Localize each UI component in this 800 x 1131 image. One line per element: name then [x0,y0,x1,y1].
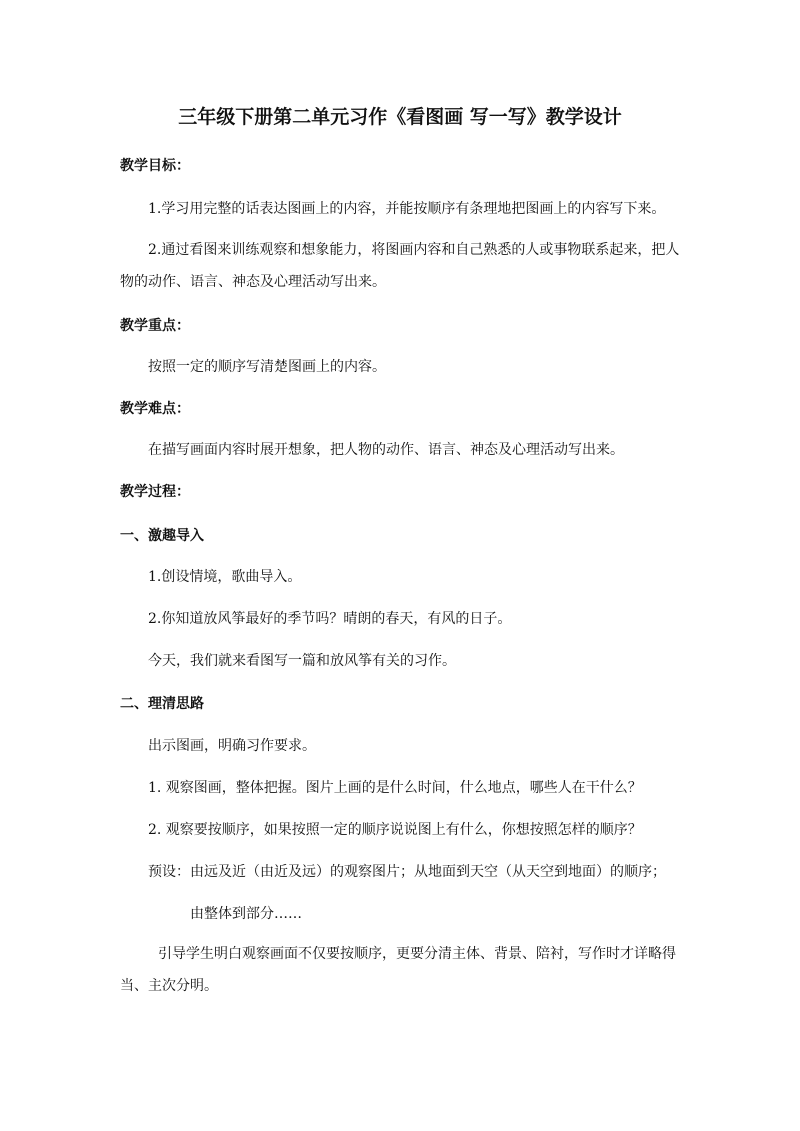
section-1-item-3: 今天，我们就来看图写一篇和放风筝有关的习作。 [148,653,456,669]
section-2-guide-line-1: 引导学生明白观察画面不仅要按顺序，更要分清主体、背景、陪衬，写作时才详略得 [158,946,676,962]
section-2-heading: 二、理清思路 [120,696,204,712]
goal-item-2-line-1: 2.通过看图来训练观察和想象能力，将图画内容和自己熟悉的人或事物联系起来，把人 [148,242,680,258]
section-2-preset-line-1: 预设：由远及近（由近及远）的观察图片；从地面到天空（从天空到地面）的顺序； [148,864,666,880]
document-title: 三年级下册第二单元习作《看图画 写一写》教学设计 [178,106,622,128]
section-2-preset-line-2: 由整体到部分…… [190,906,302,922]
difficulty-text: 在描写画面内容时展开想象，把人物的动作、语言、神态及心理活动写出来。 [148,442,624,458]
goals-heading: 教学目标： [120,158,190,174]
section-2-guide-line-2: 当、主次分明。 [120,978,218,994]
key-points-text: 按照一定的顺序写清楚图画上的内容。 [148,359,386,375]
section-1-item-1: 1.创设情境，歌曲导入。 [148,569,302,585]
goal-item-2-line-2: 物的动作、语言、神态及心理活动写出来。 [120,274,386,290]
difficulty-heading: 教学难点： [120,401,190,417]
section-1-heading: 一、激趣导入 [120,528,204,544]
process-heading: 教学过程： [120,484,190,500]
key-points-heading: 教学重点： [120,318,190,334]
goal-item-1: 1.学习用完整的话表达图画上的内容，并能按顺序有条理地把图画上的内容写下来。 [148,201,666,217]
section-2-intro: 出示图画，明确习作要求。 [148,738,316,754]
section-2-item-1: 1. 观察图画，整体把握。图片上画的是什么时间，什么地点，哪些人在干什么？ [148,780,642,796]
section-2-item-2: 2. 观察要按顺序，如果按照一定的顺序说说图上有什么，你想按照怎样的顺序？ [148,822,642,838]
section-1-item-2: 2.你知道放风筝最好的季节吗？晴朗的春天，有风的日子。 [148,611,512,627]
